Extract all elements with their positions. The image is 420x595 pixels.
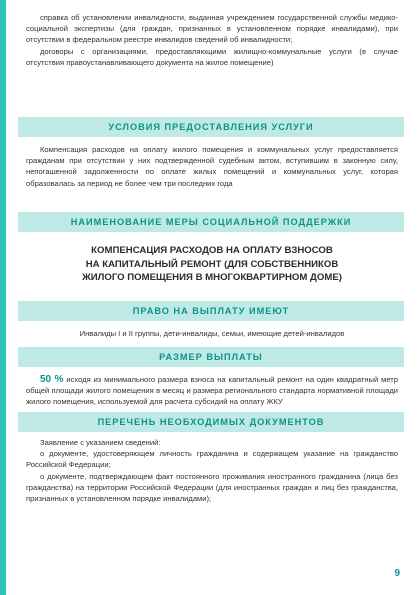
documents-item-1: Заявление с указанием сведений: — [40, 438, 161, 447]
measure-title — [26, 244, 398, 285]
eligible-heading: ПРАВО НА ВЫПЛАТУ ИМЕЮТ — [18, 301, 404, 321]
measure-title-line-2: НА КАПИТАЛЬНЫЙ РЕМОНТ (ДЛЯ СОБСТВЕННИКОВ — [85, 258, 339, 270]
documents-heading: ПЕРЕЧЕНЬ НЕОБХОДИМЫХ ДОКУМЕНТОВ — [18, 412, 404, 432]
measure-title-line-1: КОМПЕНСАЦИЯ РАСХОДОВ НА ОПЛАТУ ВЗНОСОВ — [91, 245, 333, 256]
conditions-heading: УСЛОВИЯ ПРЕДОСТАВЛЕНИЯ УСЛУГИ — [18, 117, 404, 137]
eligible-text: Инвалиды I и II группы, дети-инвалиды, семьи, имеющие детей-инвалидов — [79, 329, 345, 338]
amount-description: исходя из минимального размера взноса на капитальный ремонт на один квадратный метр общей площади жилого помещения в месяц и размера регионального стандарта нормативной площади жилого помещения, используемой для расчета субсидий на оплату ЖКУ — [26, 375, 398, 407]
documents-list — [26, 437, 398, 504]
measure-heading: НАИМЕНОВАНИЕ МЕРЫ СОЦИАЛЬНОЙ ПОДДЕРЖКИ — [18, 212, 404, 232]
amount-heading: РАЗМЕР ВЫПЛАТЫ — [18, 347, 404, 367]
amount-percent: 50 % — [40, 374, 64, 385]
left-accent-bar — [0, 0, 6, 595]
page-number: 9 — [394, 568, 400, 579]
intro-line-1: справка об установлении инвалидности, выданная учреждением государственной службы медико-социальной экспертизы (для граждан, признанных в установленном порядке инвалидами), при отсутствии в федеральном реестре инвалидов сведений об инвалидности; — [26, 13, 398, 45]
intro-text — [26, 12, 398, 68]
conditions-paragraph: Компенсация расходов на оплату жилого помещения и коммунальных услуг предоставляется гражданам при отсутствии у них подтвержденной судебным актом, вступившим в законную силу, непогашенной задолженности по оплате жилых помещений и коммунальных услуг, которая образовалась за период не более чем три последних года — [26, 145, 398, 188]
intro-line-2: договоры с организациями, предоставляющими жилищно-коммунальные услуги (в случае отсутствия правоустанавливающего документа на жилое помещение) — [26, 46, 398, 67]
documents-item-3: о документе, подтверждающем факт постоянного проживания иностранного гражданина (лица без гражданства) на территории Российской Федерации (для иностранных граждан и лиц без гражданства, признанных в установленном порядке инвалидами); — [26, 471, 398, 504]
documents-item-2: о документе, удостоверяющем личность гражданина и содержащем указание на гражданство Российской Федерации; — [26, 449, 398, 470]
measure-title-line-3: ЖИЛОГО ПОМЕЩЕНИЯ В МНОГОКВАРТИРНОМ ДОМЕ) — [82, 272, 342, 283]
amount-text — [26, 374, 398, 408]
conditions-text — [26, 144, 398, 189]
